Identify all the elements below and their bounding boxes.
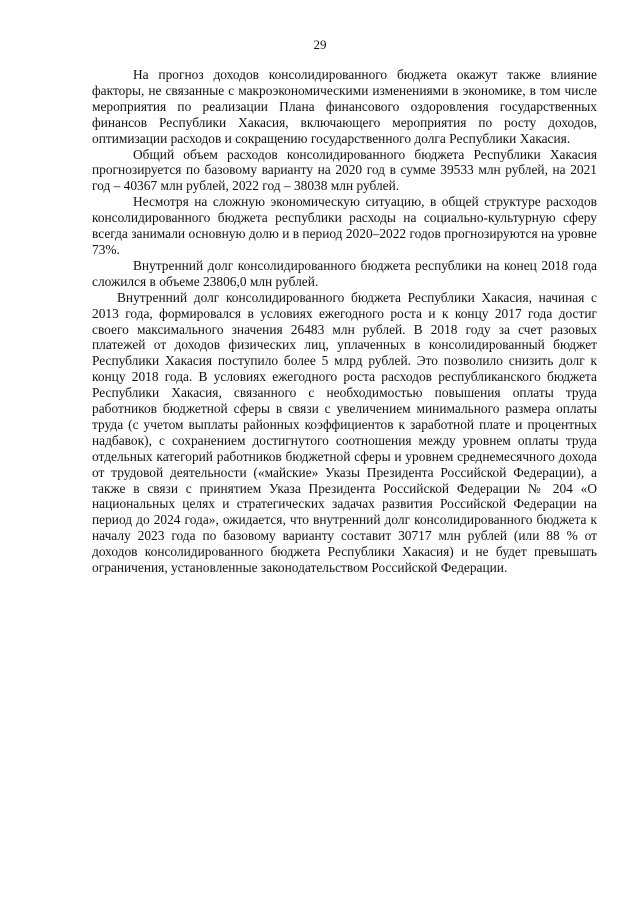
paragraph-revenue-forecast-factors: На прогноз доходов консолидированного бюджета окажут также влияние факторы, не связанные с макроэкономическими изменениями в экономике, в том числе мероприятия по реализации Плана финансового оздоровления государственных финансов Республики Хакасия, включающего мероприятия по росту доходов, оптимизации расходов и сокращению государственного долга Республики Хакасия.	[92, 67, 597, 146]
paragraph-internal-debt-2018: Внутренний долг консолидированного бюджета республики на конец 2018 года сложился в объеме 23806,0 млн рублей.	[92, 257, 597, 289]
document-body	[92, 67, 597, 576]
paragraph-expenditure-volume: Общий объем расходов консолидированного бюджета Республики Хакасия прогнозируется по базовому варианту на 2020 год в сумме 39533 млн рублей, на 2021 год – 40367 млн рублей, 2022 год – 38038 млн рублей.	[92, 146, 597, 194]
paragraph-internal-debt-forecast: Внутренний долг консолидированного бюджета Республики Хакасия, начиная с 2013 года, формировался в условиях ежегодного роста и к концу 2017 года достиг своего максимального значения 26483 млн рублей. В 2018 году за счет разовых платежей от доходов физических лиц, уплаченных в консолидированный бюджет Республики Хакасия поступило более 5 млрд рублей. Это позволило снизить долг к концу 2018 года. В условиях ежегодного роста расходов республиканского бюджета Республики Хакасия, связанного с необходимостью повышения оплаты труда работников бюджетной сферы в связи с увеличением минимального размера оплаты труда (с учетом выплаты районных коэффициентов к заработной плате и процентных надбавок), с сохранением достигнутого соотношения между уровнем оплаты труда отдельных категорий работников бюджетной сферы и уровнем среднемесячного дохода от трудовой деятельности («майские» Указы Президента Российской Федерации), а также в связи с принятием Указа Президента Российской Федерации № 204 «О национальных целях и стратегических задачах развития Российской Федерации на период до 2024 года», ожидается, что внутренний долг консолидированного бюджета к началу 2023 года по базовому варианту составит 30717 млн рублей (или 88 % от доходов консолидированного бюджета Республики Хакасия) и не будет превышать ограничения, установленные законодательством Российской Федерации.	[92, 289, 597, 576]
paragraph-social-expenditure-share: Несмотря на сложную экономическую ситуацию, в общей структуре расходов консолидированного бюджета республики расходы на социально-культурную сферу всегда занимали основную долю и в период 2020–2022 годов прогнозируются на уровне 73%.	[92, 194, 597, 257]
page-number: 29	[313, 37, 327, 52]
